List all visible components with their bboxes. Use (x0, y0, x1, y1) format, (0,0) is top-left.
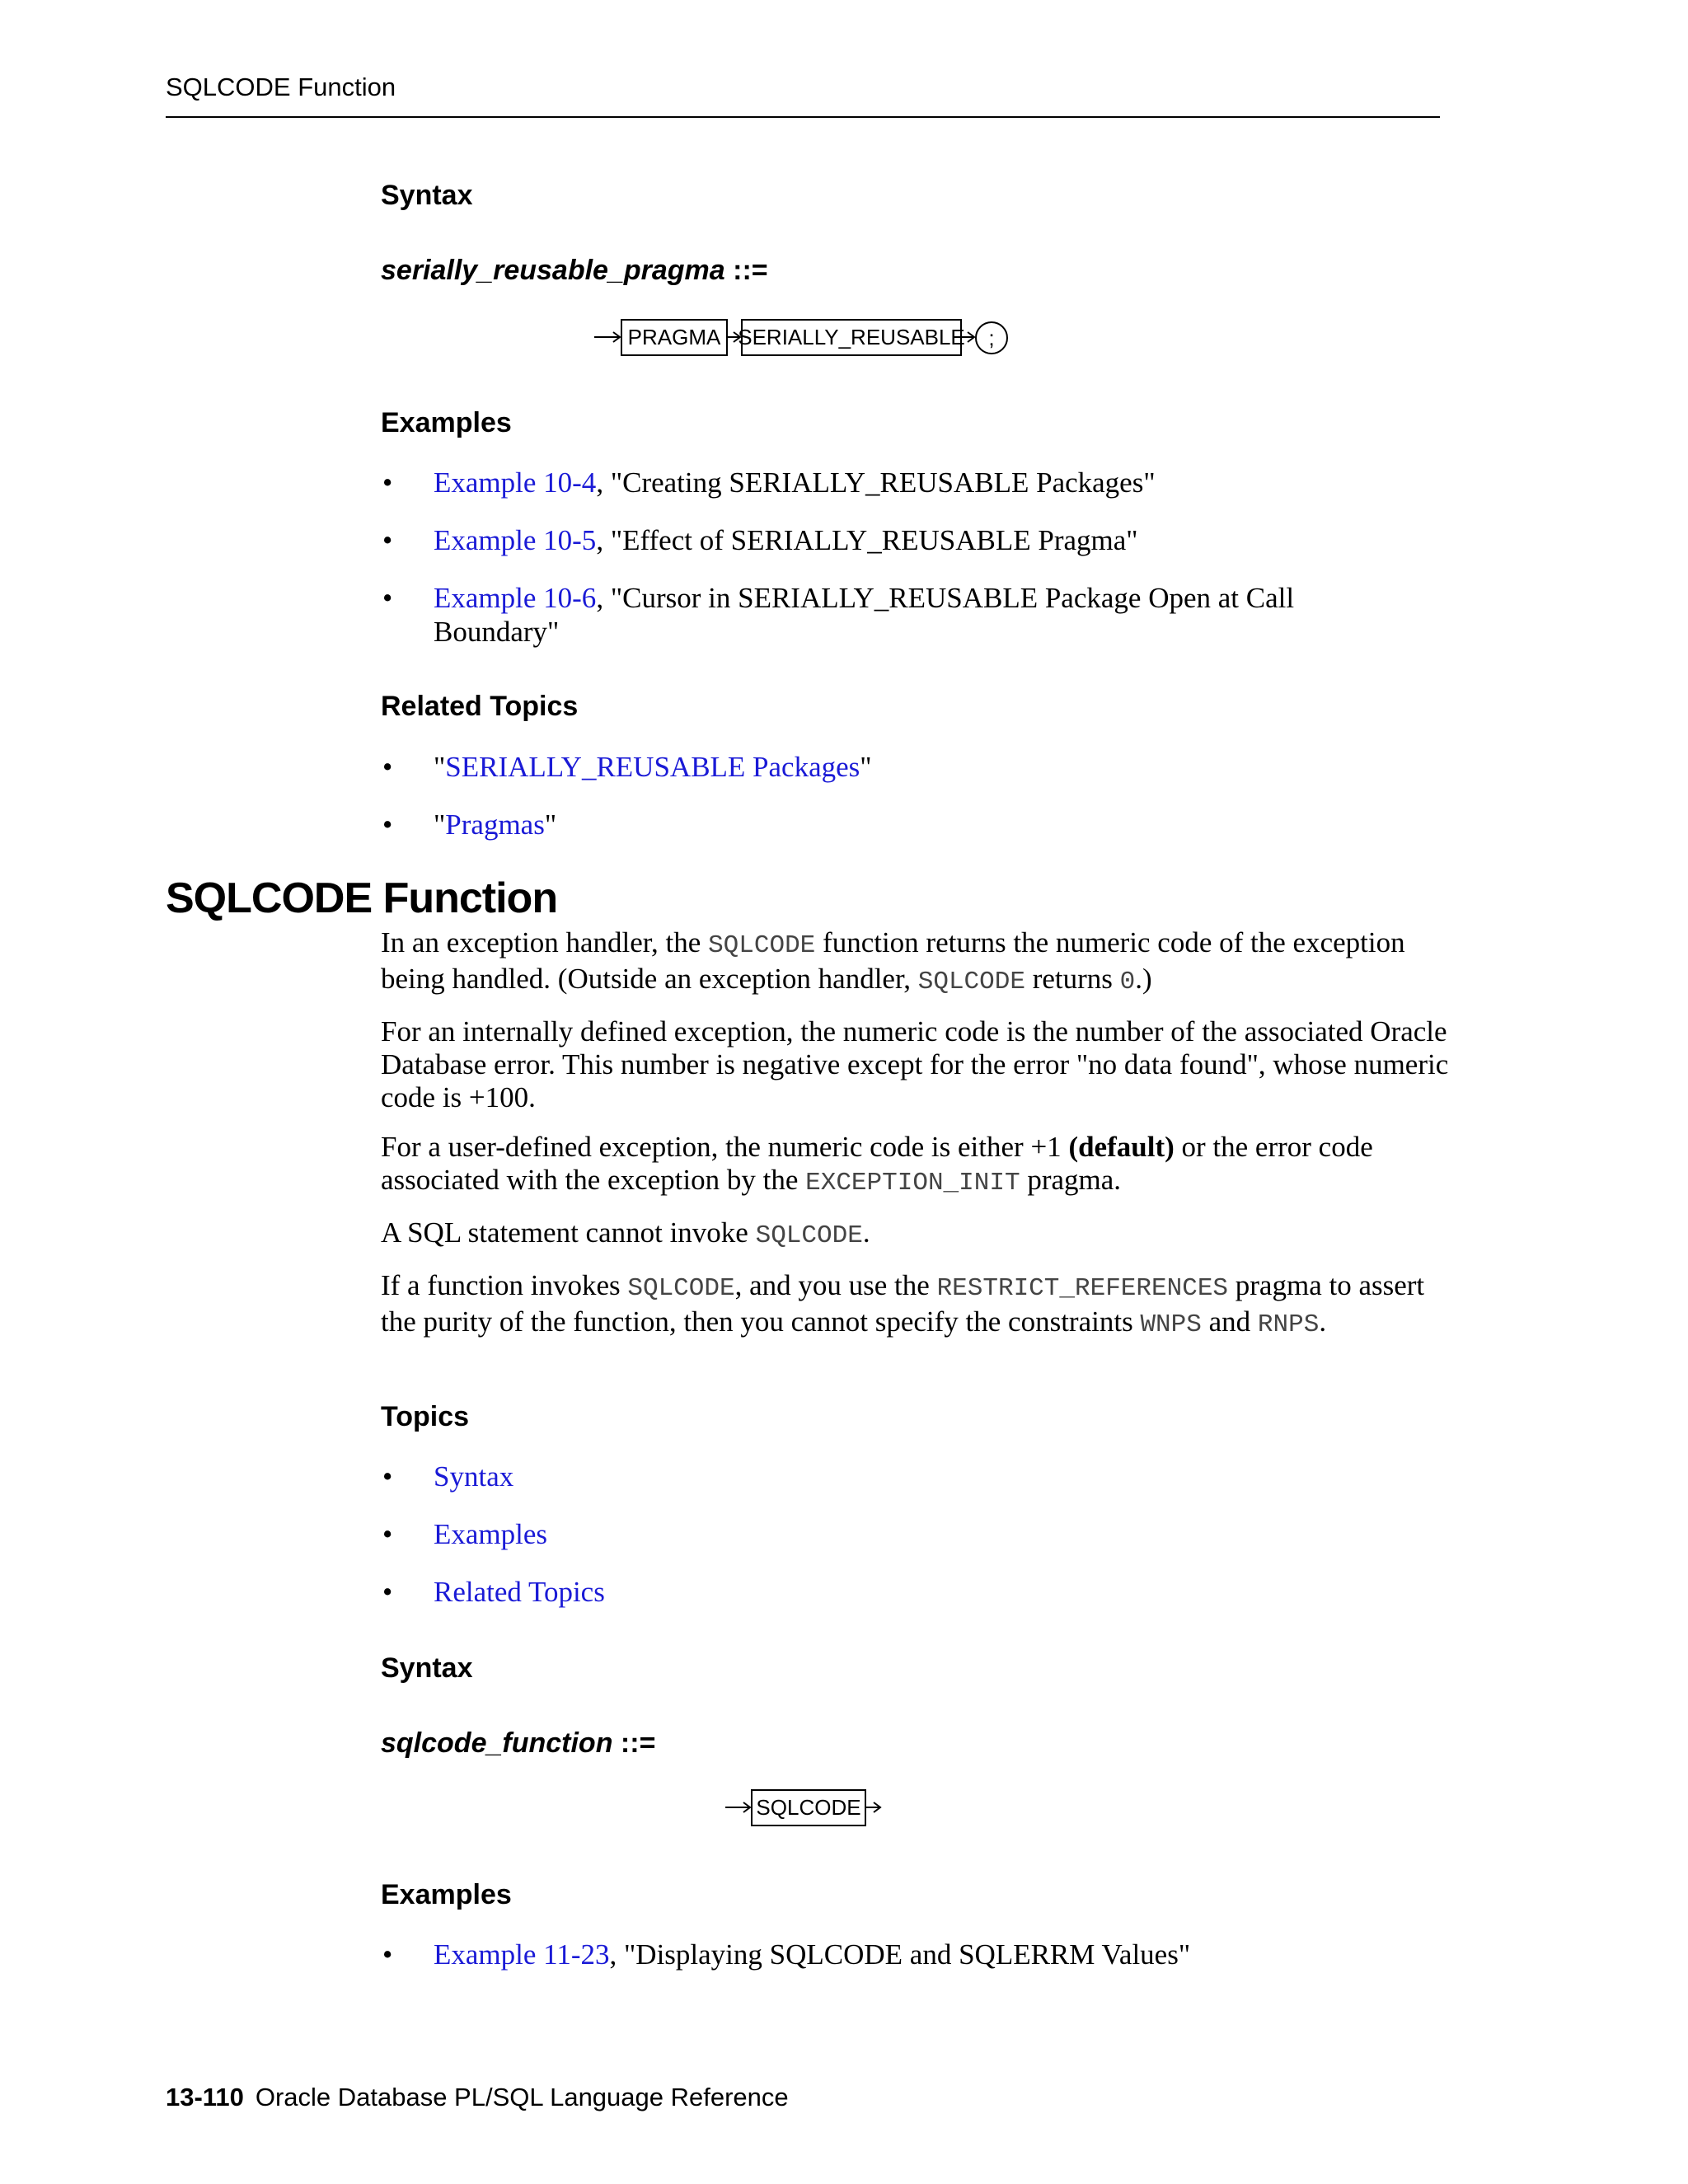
page-number: 13-110 (166, 2083, 244, 2111)
section-body (381, 926, 1452, 1358)
list-item: • Example 11-23, "Displaying SQLCODE and SQLERRM Values" (382, 1938, 1191, 1971)
bullet: • (382, 466, 393, 499)
topics-list (381, 1460, 1452, 1633)
book-title: Oracle Database PL/SQL Language Reference (255, 2083, 789, 2111)
diagram-arrows (0, 0, 1688, 371)
paragraph: In an exception handler, the SQLCODE function returns the numeric code of the exception being handled. (Outside an exception handler, SQLCODE returns 0.) (381, 926, 1405, 996)
running-header: SQLCODE Function (166, 73, 396, 101)
production-sqlcode-function (381, 1727, 655, 1760)
production-op: ::= (620, 1727, 656, 1759)
bullet: • (382, 1938, 393, 1971)
examples-heading: Examples (381, 1879, 512, 1910)
paragraph: A SQL statement cannot invoke SQLCODE. (381, 1216, 870, 1250)
example-link[interactable]: Example 11-23 (434, 1938, 610, 1971)
list-item: • "Pragmas" (382, 808, 557, 841)
bullet: • (382, 1518, 393, 1550)
production-op: ::= (733, 255, 768, 286)
related-link[interactable]: Pragmas (445, 808, 545, 841)
paragraph: For an internally defined exception, the numeric code is the number of the associated Oracle Database error. This number is negative except for the error "no data found", whose numeric code is +100. (381, 1015, 1449, 1113)
paragraph: If a function invokes SQLCODE, and you use the RESTRICT_REFERENCES pragma to assert the purity of the function, then you cannot specify the constraints WNPS and RNPS. (381, 1269, 1425, 1339)
diagram-box-serially-reusable: SERIALLY_REUSABLE (741, 319, 962, 356)
diagram-box-sqlcode: SQLCODE (751, 1789, 866, 1826)
page-footer (166, 2083, 789, 2112)
list-item: • "SERIALLY_REUSABLE Packages" (382, 751, 872, 783)
diagram-box-pragma: PRAGMA (621, 319, 728, 356)
bullet: • (382, 524, 393, 556)
paragraph: For a user-defined exception, the numeric code is either +1 (default) or the error code associated with the exception by the EXCEPTION_INIT pragma. (381, 1131, 1373, 1197)
bullet: • (382, 751, 393, 783)
production-name: serially_reusable_pragma (381, 255, 725, 286)
list-item: • Example 10-6, "Cursor in SERIALLY_REUSABLE Package Open at Call Boundary" (382, 582, 1295, 648)
example-link[interactable]: Example 10-6 (434, 582, 597, 614)
section-title: SQLCODE Function (166, 874, 558, 922)
list-item: • Example 10-4, "Creating SERIALLY_REUSABLE Packages" (382, 466, 1156, 499)
list-item: • Example 10-5, "Effect of SERIALLY_REUSABLE Pragma" (382, 524, 1138, 556)
list-item (381, 1575, 1452, 1609)
related-link[interactable]: SERIALLY_REUSABLE Packages (445, 751, 860, 783)
example-link[interactable]: Example 10-4 (434, 466, 597, 499)
examples-heading: Examples (381, 407, 512, 438)
examples-list (381, 1938, 1452, 1995)
list-item (381, 1460, 1452, 1493)
examples-list (381, 466, 1452, 673)
related-topics-list (381, 750, 1452, 865)
topics-heading: Topics (381, 1401, 470, 1432)
diagram-terminator: ; (975, 321, 1008, 354)
related-topics-heading: Related Topics (381, 691, 579, 722)
bullet: • (382, 1576, 393, 1608)
bullet: • (382, 1460, 393, 1493)
list-item (381, 1517, 1452, 1551)
bullet: • (382, 582, 393, 614)
syntax-heading: Syntax (381, 180, 473, 211)
topic-link-syntax[interactable]: Syntax (434, 1460, 514, 1493)
syntax-heading: Syntax (381, 1652, 473, 1684)
bullet: • (382, 808, 393, 841)
topic-link-related-topics[interactable]: Related Topics (434, 1576, 605, 1608)
topic-link-examples[interactable]: Examples (434, 1518, 548, 1550)
production-name: sqlcode_function (381, 1727, 613, 1759)
example-link[interactable]: Example 10-5 (434, 524, 597, 556)
